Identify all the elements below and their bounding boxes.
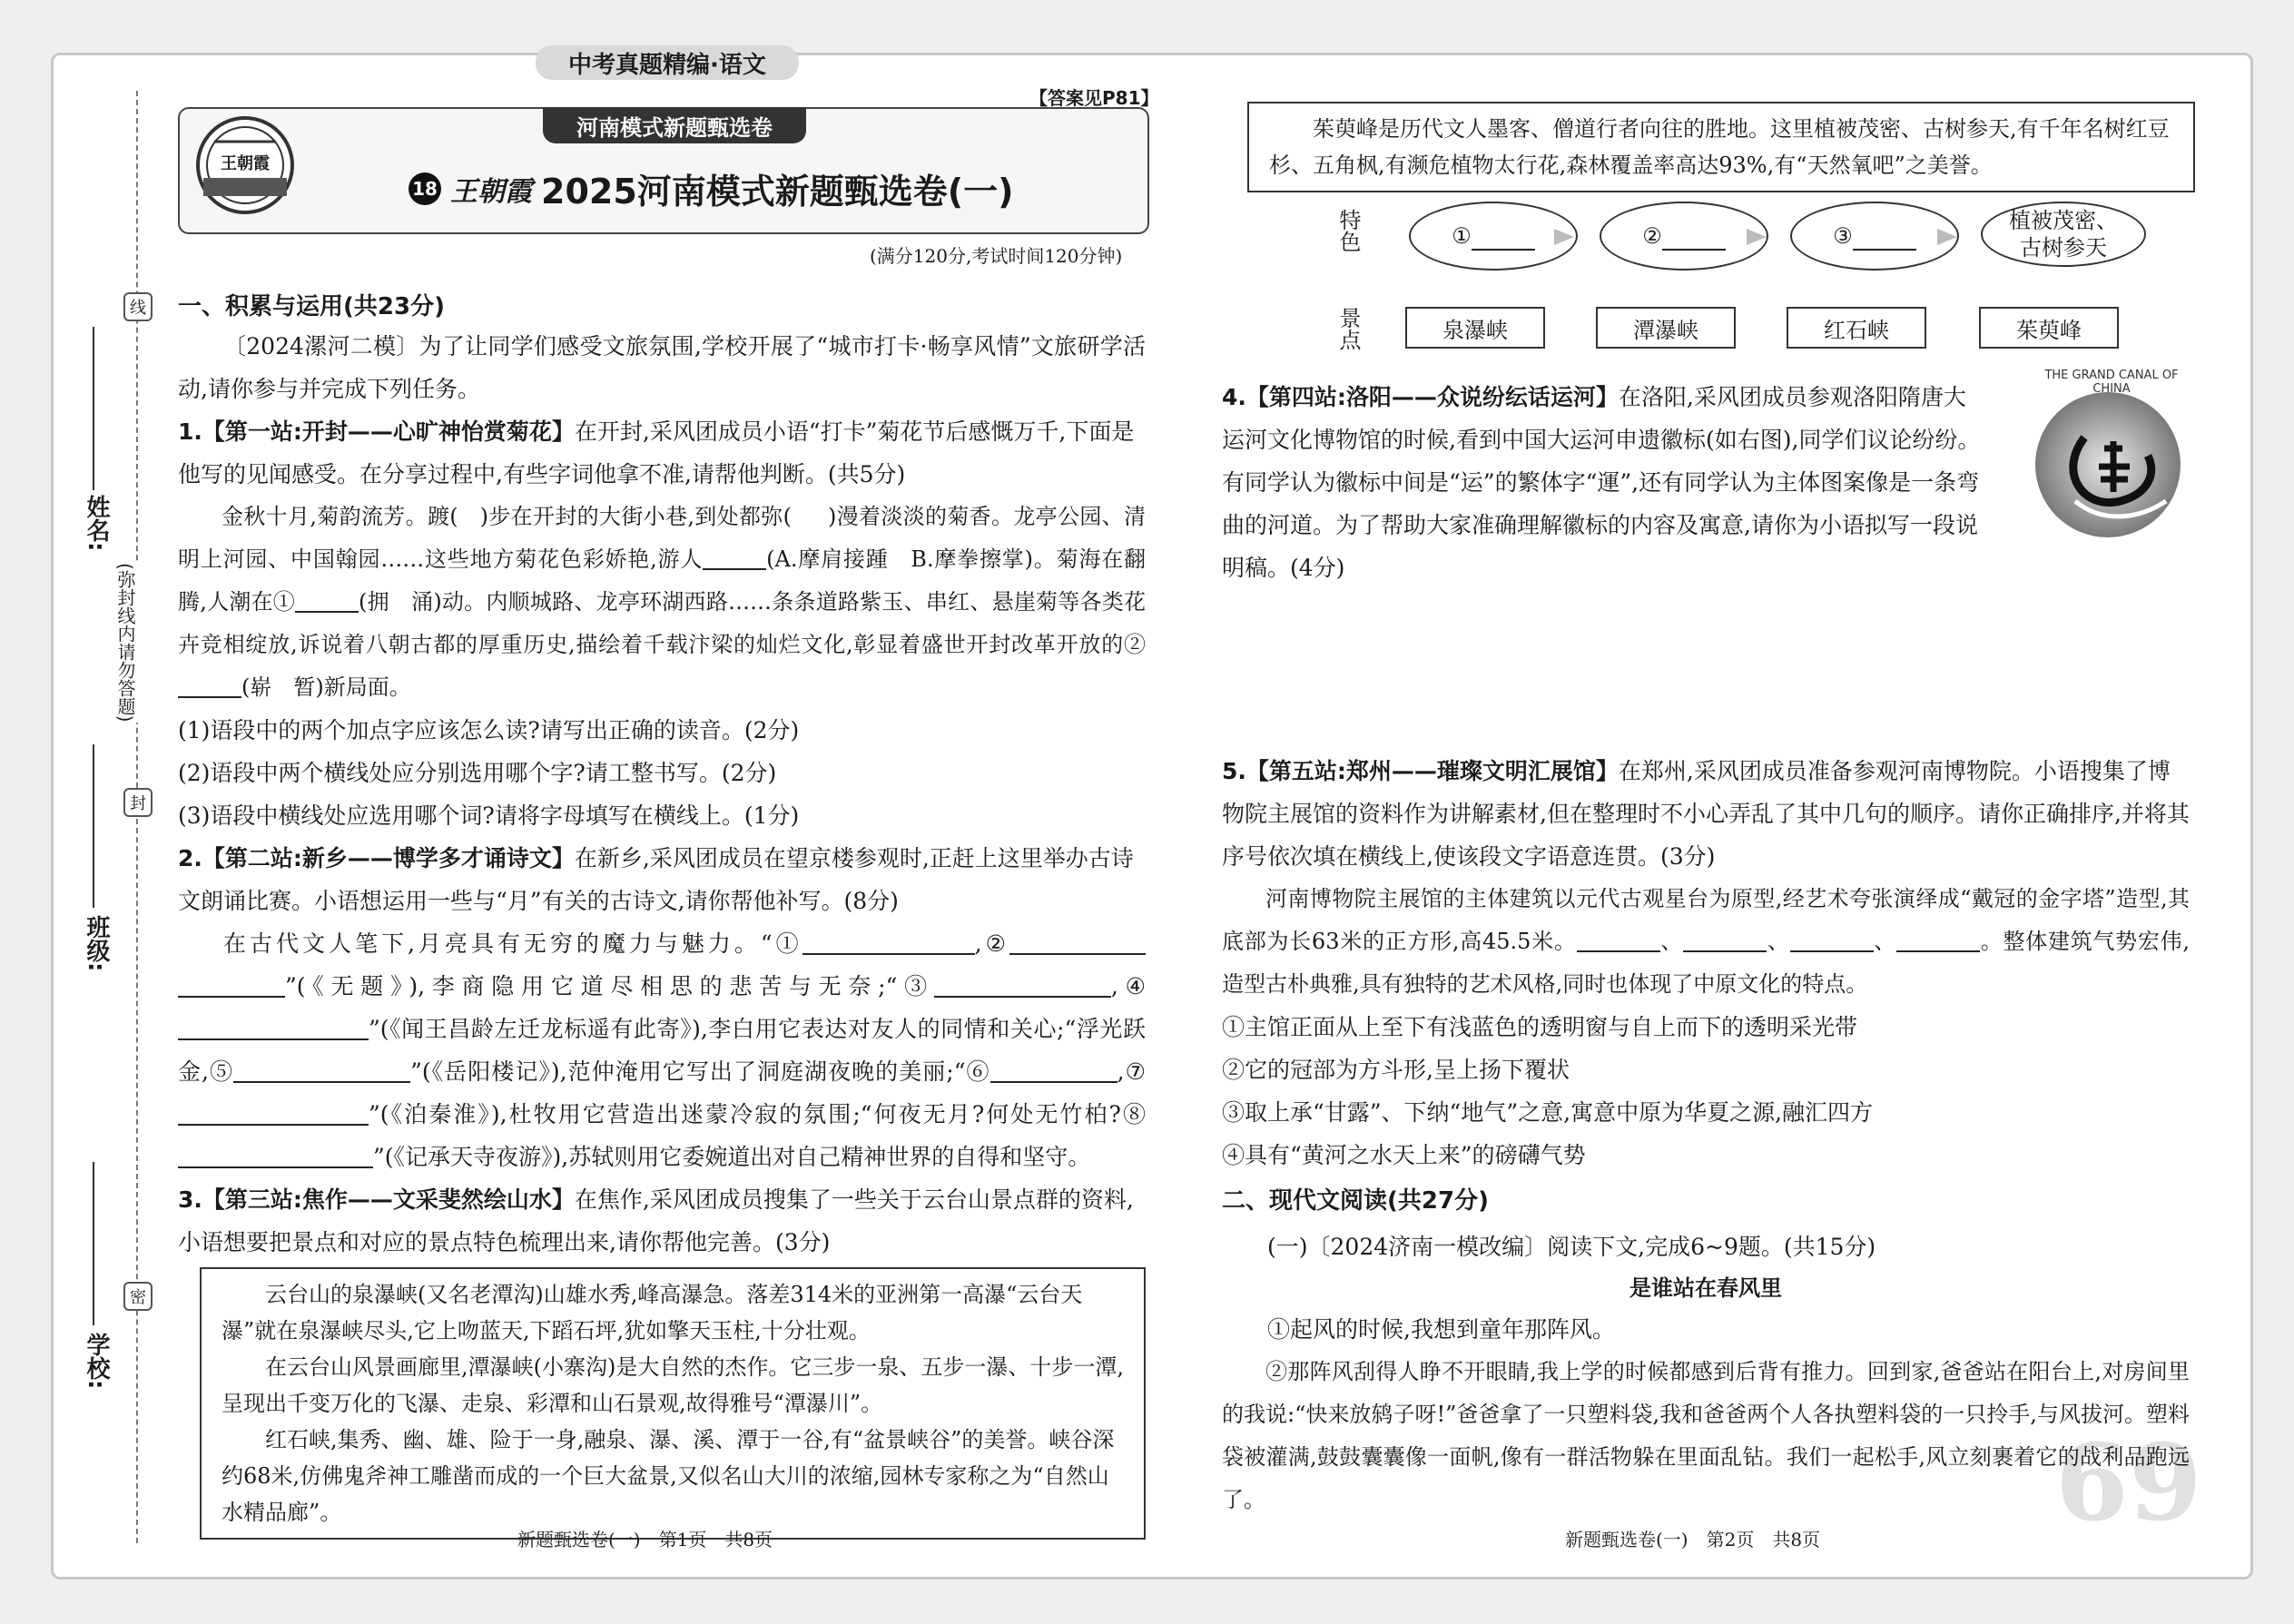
feature-bubble-4: 植被茂密、古树参天: [1981, 202, 2146, 267]
class-label: 班级:: [83, 915, 110, 972]
label-spot: 景点: [1335, 307, 1361, 350]
spot-box-2: 潭瀑峡: [1596, 307, 1736, 349]
brand-logo: [194, 114, 296, 216]
q3-material-box-cont: [1247, 102, 2195, 192]
q3-material-2: 在云台山风景画廊里,潭瀑峡(小寨沟)是大自然的杰作。它三步一泉、五步一瀑、十步一潭,呈现出千变万化的飞瀑、走泉、彩潭和山石景观,故得雅号“潭瀑川”。: [222, 1354, 1124, 1416]
q2-blank-6[interactable]: [990, 1054, 1117, 1083]
q1-sub-1: (1)语段中的两个加点字应该怎么读?请写出正确的读音。(2分): [178, 717, 800, 743]
class-field[interactable]: [93, 744, 94, 908]
q2-prompt: 2.【第二站:新乡——博学多才诵诗文】在新乡,采风团成员在望京楼参观时,正赶上这里举办古诗文朗诵比赛。小语想运用一些与“月”有关的古诗文,请你帮他补写。(8分): [178, 845, 1134, 914]
intro-text: [178, 325, 1146, 410]
q1-blank-1[interactable]: [295, 584, 359, 613]
q1-text: 在开封,采风团成员小语“打卡”菊花节后感慨万千,下面是他写的见闻感受。在分享过程中,有些字词他拿不准,请帮他判断。(共5分): [178, 418, 1135, 487]
q2-blank-1[interactable]: [802, 926, 975, 955]
essay-para-2: ②那阵风刮得人睁不开眼睛,我上学的时候都感到后背有推力。回到家,爸爸站在阳台上,对房间里的我说:“快来放鸫子呀!”爸爸拿了一只塑料袋,我和爸爸两个人各执塑料袋的一只拎手,与风拔河。塑料袋被灌满,鼓鼓囊囊像一面帆,像有一群活物躲在里面乱钻。我们一起松手,风立刻裹着它的战利品跑远了。: [1222, 1359, 2190, 1512]
q3-material-1: 云台山的泉瀑峡(又名老潭沟)山雄水秀,峰高瀑急。落差314米的亚洲第一高瀑“云台天瀑”就在泉瀑峡尽头,它上吻蓝天,下蹈石坪,犹如擎天玉柱,十分壮观。: [222, 1282, 1083, 1343]
arrow-icon: [1937, 229, 1957, 245]
name-label: 姓名:: [83, 495, 110, 552]
essay-title: 是谁站在春风里: [1629, 1275, 1782, 1301]
page-number-watermark: 69: [2055, 1422, 2202, 1545]
q4-answer-area[interactable]: [1222, 590, 2184, 744]
grand-canal-emblem: [2021, 365, 2195, 543]
q5-blank-4[interactable]: [1896, 923, 1980, 952]
q5-block: [1222, 750, 2190, 1521]
q2-passage: 在古代文人笔下,月亮具有无穷的魔力与魅力。“① ,②”(《无题》),李商隐用它道尽相思的悲苦与无奈;“③ ,④”(《闻王昌龄左迁龙标遥有此寄》),李白用它表达对友人的同情和关心;“浮光跃金,⑤ ”(《岳阳楼记》),范仲淹用它写出了洞庭湖夜晚的美丽;“⑥ ,⑦”(《泊秦淮》),杜牧用它营造出迷蒙冷寂的氛围;“何夜无月?何处无竹柏?⑧”(《记承天寺夜游》),苏轼则用它委婉道出对自己精神世界的自得和坚守。: [178, 922, 1146, 1178]
q5-blank-3[interactable]: [1790, 923, 1874, 952]
arrow-icon: [1554, 229, 1574, 245]
section-2-title: 二、现代文阅读(共27分): [1222, 1187, 1489, 1215]
left-column: [178, 289, 1146, 1540]
essay-para-1: ①起风的时候,我想到童年那阵风。: [1267, 1316, 1615, 1343]
arrow-icon: [1747, 229, 1767, 245]
q2-blank-8[interactable]: [178, 1139, 373, 1168]
q2-blank-4[interactable]: [178, 1011, 369, 1040]
page-2-footer: 新题甄选卷(一) 第2页 共8页: [1565, 1529, 1821, 1550]
page-1-footer: 新题甄选卷(一) 第1页 共8页: [517, 1529, 773, 1550]
spot-box-3: 红石峡: [1787, 307, 1926, 349]
q1-blank-idiom[interactable]: [703, 541, 766, 570]
school-field[interactable]: [93, 1162, 94, 1325]
spot-box-4: 茱萸峰: [1979, 307, 2119, 349]
spot-box-1: 泉瀑峡: [1405, 307, 1545, 349]
brand-name: 王朝霞: [450, 175, 532, 208]
binding-xian: 线: [123, 292, 153, 321]
q2-blank-2[interactable]: [1009, 926, 1146, 955]
section-1-title: 一、积累与运用(共23分): [178, 293, 445, 320]
answer-ref: 【答案见P81】: [1029, 87, 1159, 109]
feature-bubble-2[interactable]: ②: [1600, 202, 1768, 271]
q1-station: 【第一站:开封——心旷神怡赏菊花】: [202, 418, 575, 445]
intro-source: 〔2024漯河二模〕: [223, 333, 419, 359]
q5-option-4: ④具有“黄河之水天上来”的磅礴气势: [1222, 1142, 1586, 1168]
q3-material-3: 红石峡,集秀、幽、雄、险于一身,融泉、瀑、溪、潭于一谷,有“盆景峡谷”的美誉。峡谷深约68米,仿佛鬼斧神工雕凿而成的一个巨大盆景,又似名山大川的浓缩,园林专家称之为“自然山水精品廊”。: [222, 1427, 1115, 1525]
reading-1-prompt: (一)〔2024济南一模改编〕阅读下文,完成6~9题。(共15分): [1267, 1234, 1876, 1260]
q2-blank-3[interactable]: [934, 969, 1111, 998]
feature-bubble-3[interactable]: ③: [1790, 202, 1959, 271]
school-label: 学校:: [83, 1333, 110, 1390]
q5-blank-2[interactable]: [1683, 923, 1767, 952]
name-field[interactable]: [93, 327, 94, 490]
paper-title: 2025河南模式新题甄选卷(一): [541, 172, 1014, 212]
label-feature: 特色: [1335, 209, 1361, 252]
q3-material-box: [200, 1267, 1146, 1540]
binding-note: (弥封线内请勿答题): [113, 563, 139, 723]
q4-block: [1222, 376, 1984, 589]
q5-option-1: ①主馆正面从上至下有浅蓝色的透明窗与自上而下的透明采光带: [1222, 1014, 1858, 1040]
brand-logo-text: 王朝霞: [221, 154, 270, 173]
paper-title-row: [409, 163, 1014, 213]
binding-feng: 封: [123, 788, 153, 817]
q5-option-3: ③取上承“甘露”、下纳“地气”之意,寓意中原为华夏之源,融汇四方: [1222, 1099, 1874, 1126]
q1-number: 1.: [178, 418, 202, 445]
paper-info: (满分120分,考试时间120分钟): [870, 245, 1123, 267]
q2-blank-5[interactable]: [233, 1054, 410, 1083]
q1-blank-2[interactable]: [178, 669, 241, 698]
q1-prompt: [178, 410, 1146, 496]
series-tab: 中考真题精编·语文: [536, 45, 799, 80]
intro-body: 为了让同学们感受文旅氛围,学校开展了“城市打卡·畅享风情”文旅研学活动,请你参与并完成下列任务。: [178, 333, 1147, 402]
q5-prompt: 5.【第五站:郑州——璀璨文明汇展馆】在郑州,采风团成员准备参观河南博物院。小语搜集了博物院主展馆的资料作为讲解素材,但在整理时不小心弄乱了其中几句的顺序。请你正确排序,并将其序号依次填在横线上,使该段文字语意连贯。(3分): [1222, 758, 2190, 870]
q5-passage: 河南博物院主展馆的主体建筑以元代古观星台为原型,经艺术夸张演绎成“戴冠的金字塔”造型,其底部为长63米的正方形,高45.5米。 、 、 、 。整体建筑气势宏伟,造型古朴典雅,具有独特的艺术风格,同时也体现了中原文化的特点。: [1222, 886, 2190, 997]
q1-passage: 金秋十月,菊韵流芳。踱( )步在开封的大街小巷,到处都弥( )漫着淡淡的菊香。龙亭公园、清明上河园、中国翰园……这些地方菊花色彩娇艳,游人 (A.摩肩接踵 B.摩拳擦掌)。菊海在翻腾,人潮在① (拥 涌)动。内顺城路、龙亭环湖西路……条条道路紫玉、串红、悬崖菊等各类花卉竞相绽放,诉说着八朝古都的厚重历史,描绘着千载汴梁的灿烂文化,彰显着盛世开封改革开放的②(崭 暂)新局面。: [178, 504, 1146, 700]
q3-prompt: 3.【第三站:焦作——文采斐然绘山水】在焦作,采风团成员搜集了一些关于云台山景点群的资料,小语想要把景点和对应的景点特色梳理出来,请你帮他完善。(3分): [178, 1186, 1134, 1255]
q3-material-4: 茱萸峰是历代文人墨客、僧道行者向往的胜地。这里植被茂密、古树参天,有千年名树红豆杉、五角枫,有濒危植物太行花,森林覆盖率高达93%,有“天然氧吧”之美誉。: [1269, 116, 2170, 178]
q1-sub-2: (2)语段中两个横线处应分别选用哪个字?请工整书写。(2分): [178, 760, 777, 786]
q2-blank-7[interactable]: [178, 1097, 369, 1126]
header-tag: 河南模式新题甄选卷: [543, 107, 806, 143]
q5-blank-1[interactable]: [1577, 923, 1660, 952]
paper-number-badge: 18: [409, 172, 441, 205]
binding-mi: 密: [123, 1282, 153, 1311]
q4-prompt: 4.【第四站:洛阳——众说纷纭话运河】在洛阳,采风团成员参观洛阳隋唐大运河文化博物馆的时候,看到中国大运河申遗徽标(如右图),同学们议论纷纷。有同学认为徽标中间是“运”的繁体字“運”,还有同学认为主体图案像是一条弯曲的河道。为了帮助大家准确理解徽标的内容及寓意,请你为小语拟写一段说明稿。(4分): [1222, 384, 1981, 581]
feature-bubble-1[interactable]: ①: [1409, 202, 1578, 271]
q1-sub-3: (3)语段中横线处应选用哪个词?请将字母填写在横线上。(1分): [178, 802, 800, 829]
q5-option-2: ②它的冠部为方斗形,呈上扬下覆状: [1222, 1057, 1570, 1083]
emblem-text: THE GRAND CANAL OF CHINA: [2044, 369, 2179, 396]
